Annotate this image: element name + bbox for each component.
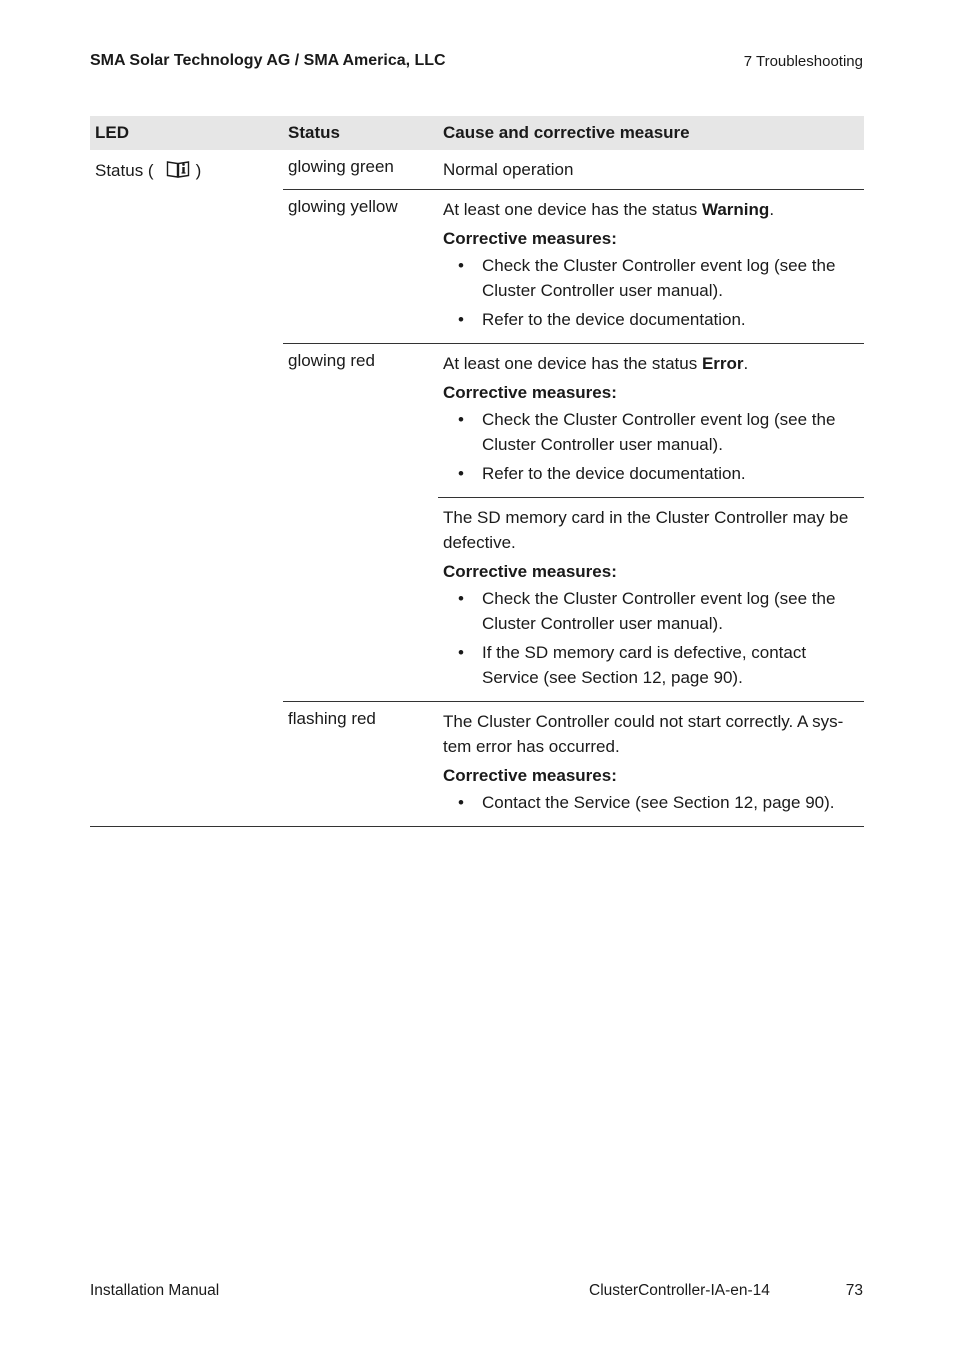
footer-doc-id: ClusterController-IA-en-14	[589, 1282, 770, 1299]
corrective-measures-label: Corrective measures:	[443, 562, 617, 581]
page-number: 73	[845, 1282, 863, 1299]
list-item: • If the SD memory card is defective, contact Service (see Section 12, page 90).	[443, 640, 860, 690]
list-item: • Refer to the device documentation.	[443, 307, 860, 332]
measures-list	[443, 790, 860, 815]
list-item: • Check the Cluster Controller event log (see the Cluster Controller user manual).	[443, 253, 860, 303]
table-row	[283, 189, 864, 343]
table-body	[90, 150, 864, 827]
cause-block	[438, 497, 864, 701]
measures-list	[443, 253, 860, 332]
status-cell: glowing yellow	[288, 197, 398, 216]
list-item: • Check the Cluster Controller event log (see the Cluster Controller user manual).	[443, 407, 860, 457]
cause-text-prefix: At least one device has the status	[443, 200, 702, 219]
cause-cell	[438, 344, 864, 701]
list-item: • Contact the Service (see Section 12, page 90).	[443, 790, 860, 815]
cause-cell	[438, 150, 864, 189]
led-status-table	[90, 116, 864, 827]
cause-block	[438, 150, 864, 189]
cause-text: Normal operation	[443, 160, 574, 179]
cause-block	[438, 190, 864, 343]
cause-text: The Cluster Controller could not start correctly. A sys-tem error has occurred.	[443, 712, 844, 756]
corrective-measures-label: Corrective measures:	[443, 766, 617, 785]
led-cell	[90, 150, 283, 826]
column-header-status: Status	[288, 123, 340, 142]
cause-text-prefix: At least one device has the status	[443, 354, 702, 373]
cause-text: The SD memory card in the Cluster Controller may be defective.	[443, 508, 849, 552]
measures-list	[443, 586, 860, 690]
column-header-led: LED	[95, 123, 129, 142]
led-label-suffix: )	[195, 161, 202, 180]
status-keyword: Warning	[701, 200, 770, 219]
status-rows	[283, 150, 864, 826]
status-cell: glowing red	[288, 351, 375, 370]
cause-cell	[438, 190, 864, 343]
cause-block	[438, 344, 864, 497]
header-company: SMA Solar Technology AG / SMA America, LLC	[90, 52, 446, 69]
led-label-prefix: Status (	[95, 161, 154, 180]
list-item: • Refer to the device documentation.	[443, 461, 860, 486]
cause-text-suffix: .	[769, 200, 775, 219]
corrective-measures-label: Corrective measures:	[443, 383, 617, 402]
status-keyword: Error	[701, 354, 744, 373]
corrective-measures-label: Corrective measures:	[443, 229, 617, 248]
table-row	[283, 150, 864, 189]
table-header	[90, 116, 864, 150]
list-item: • Check the Cluster Controller event log (see the Cluster Controller user manual).	[443, 586, 860, 636]
footer-manual-title: Installation Manual	[90, 1282, 220, 1299]
table-row	[283, 343, 864, 701]
status-cell: glowing green	[288, 157, 394, 176]
measures-list	[443, 407, 860, 486]
cause-text-suffix: .	[743, 354, 749, 373]
manual-book-icon	[166, 159, 190, 178]
column-header-cause: Cause and corrective measure	[443, 123, 690, 142]
cause-block	[438, 702, 864, 826]
cause-cell	[438, 702, 864, 826]
header-chapter: 7 Troubleshooting	[743, 53, 863, 70]
cause-text	[443, 351, 860, 376]
cause-text	[443, 197, 860, 222]
status-cell: flashing red	[288, 709, 376, 728]
table-row	[283, 701, 864, 826]
